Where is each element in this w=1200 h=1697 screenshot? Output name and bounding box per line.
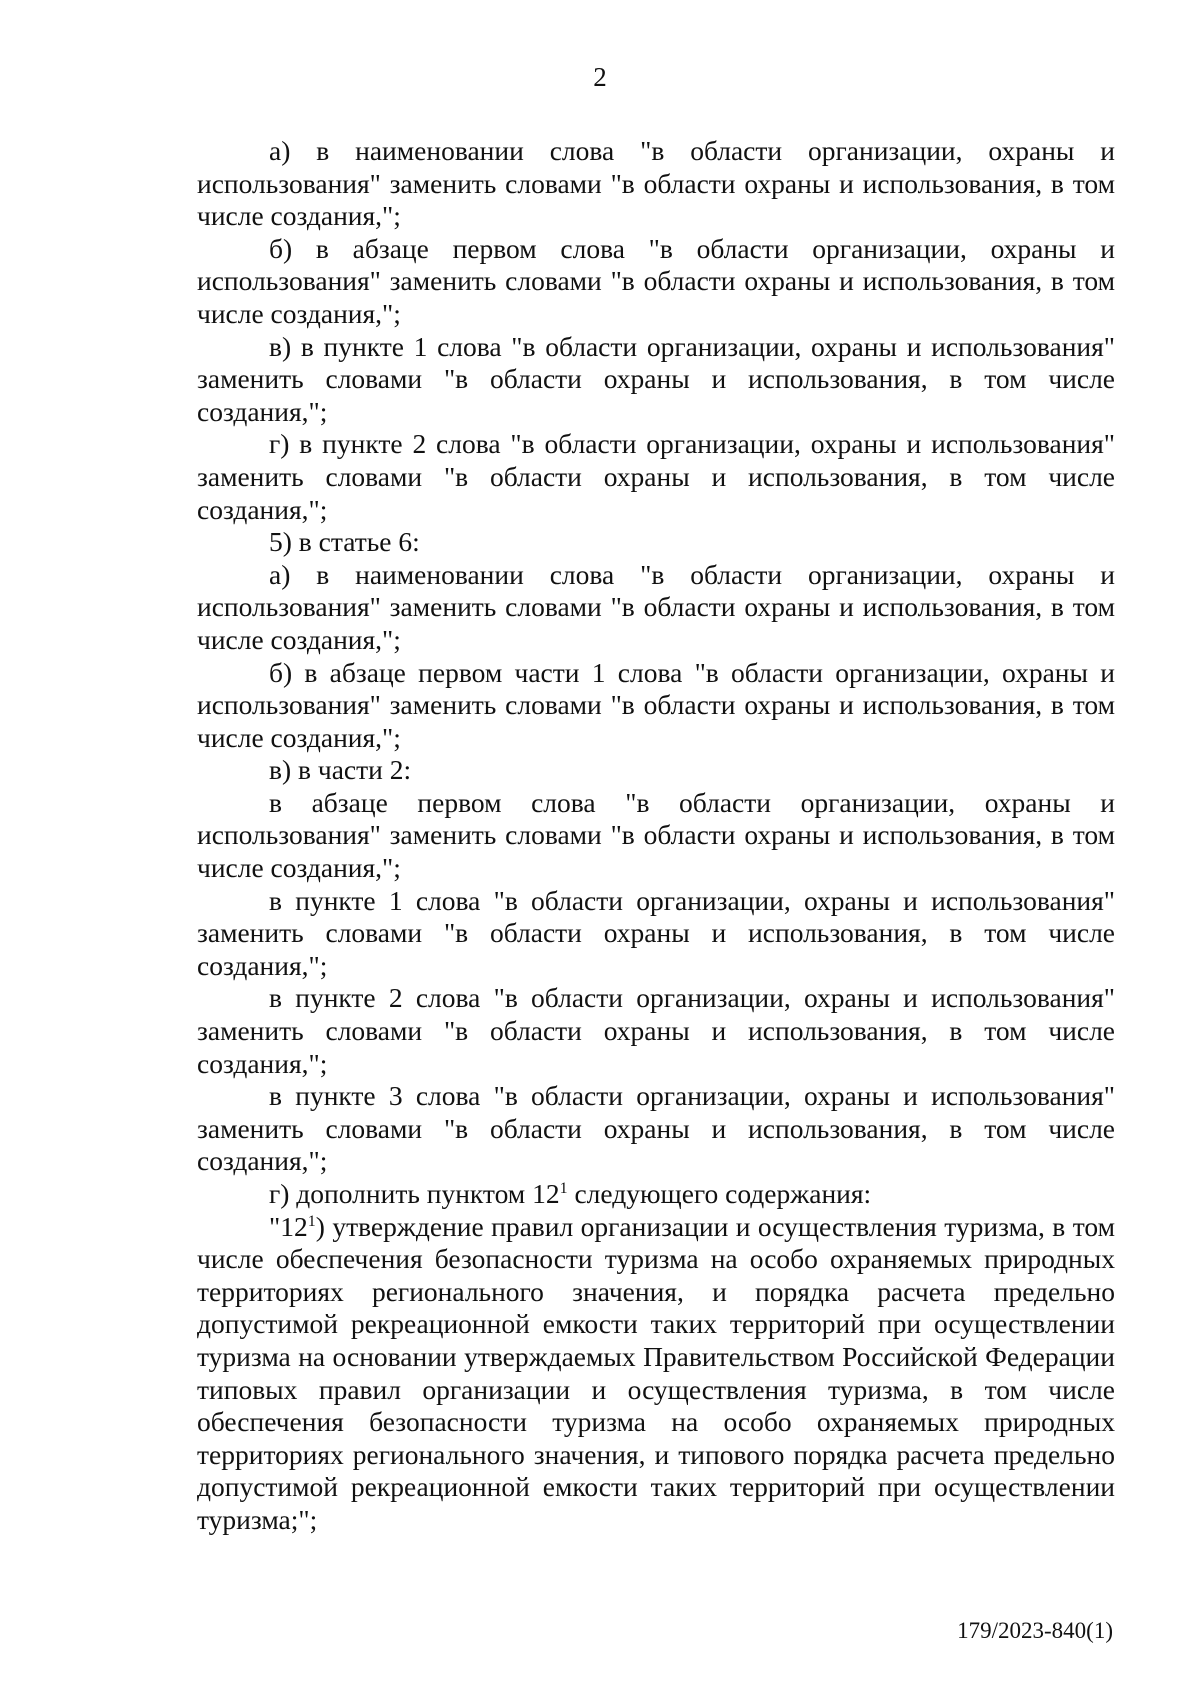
addition-intro-text-end: следующего содержания: — [567, 1178, 872, 1209]
document-body — [197, 135, 1115, 1537]
paragraph-b-chast-1: б) в абзаце первом части 1 слова "в области организации, охраны и использования" заменить словами "в области охраны и использования, в том числе создания,"; — [197, 656, 1115, 753]
paragraph-g-punkt-2: г) в пункте 2 слова "в области организации, охраны и использования" заменить словами "в области охраны и использования, в том числе создания,"; — [197, 428, 1115, 525]
addition-intro-superscript: 1 — [559, 1179, 568, 1197]
paragraph-v-chast-2: в) в части 2: — [269, 754, 412, 786]
paragraph-a-naimenovanie: а) в наименовании слова "в области организации, охраны и использования" заменить словами "в области охраны и использования, в том числе создания,"; — [197, 135, 1115, 232]
addition-item-text: ) утверждение правил организации и осуществления туризма, в том числе обеспечения безопасности туризма на особо охраняемых природных территориях регионального значения, и порядка расчета предельно допустимой рекреационной емкости таких территорий при осуществлении туризма на основании утверждаемых Правительством Российской Федерации типовых правил организации и осуществления туризма, в том числе обеспечения безопасности туризма на особо охраняемых природных территориях регионального значения, и типового порядка расчета предельно допустимой рекреационной емкости таких территорий при осуществлении туризма;"; — [197, 1210, 1115, 1535]
page-number: 2 — [593, 62, 607, 92]
addition-item-superscript: 1 — [307, 1212, 316, 1230]
paragraph-punkt-1-chast-2: в пункте 1 слова "в области организации, охраны и использования" заменить словами "в области охраны и использования, в том числе создания,"; — [197, 884, 1115, 981]
paragraph-punkt-3-chast-2: в пункте 3 слова "в области организации, охраны и использования" заменить словами "в области охраны и использования, в том числе создания,"; — [197, 1080, 1115, 1177]
paragraph-g-dopolnit — [197, 1178, 1115, 1211]
addition-intro-text: г) дополнить пунктом 12 — [269, 1178, 560, 1209]
paragraph-b-abzac-pervyi: б) в абзаце первом слова "в области организации, охраны и использования" заменить словами "в области охраны и использования, в том числе создания,"; — [197, 232, 1115, 329]
document-code: 179/2023-840(1) — [957, 1618, 1113, 1643]
paragraph-punkt-2-chast-2: в пункте 2 слова "в области организации, охраны и использования" заменить словами "в области охраны и использования, в том числе создания,"; — [197, 982, 1115, 1079]
paragraph-punkt-12-1 — [197, 1211, 1115, 1537]
paragraph-abzac-pervyi-chast-2: в абзаце первом слова "в области организации, охраны и использования" заменить словами "в области охраны и использования, в том числе создания,"; — [197, 786, 1115, 884]
paragraph-5-statya-6: 5) в статье 6: — [269, 526, 420, 558]
paragraph-v-punkt-1: в) в пункте 1 слова "в области организации, охраны и использования" заменить словами "в области охраны и использования, в том числе создания,"; — [197, 330, 1115, 427]
addition-item-number: "12 — [269, 1210, 308, 1242]
paragraph-a-naimenovanie-statya-6: а) в наименовании слова "в области организации, охраны и использования" заменить словами "в области охраны и использования, в том числе создания,"; — [197, 558, 1115, 655]
